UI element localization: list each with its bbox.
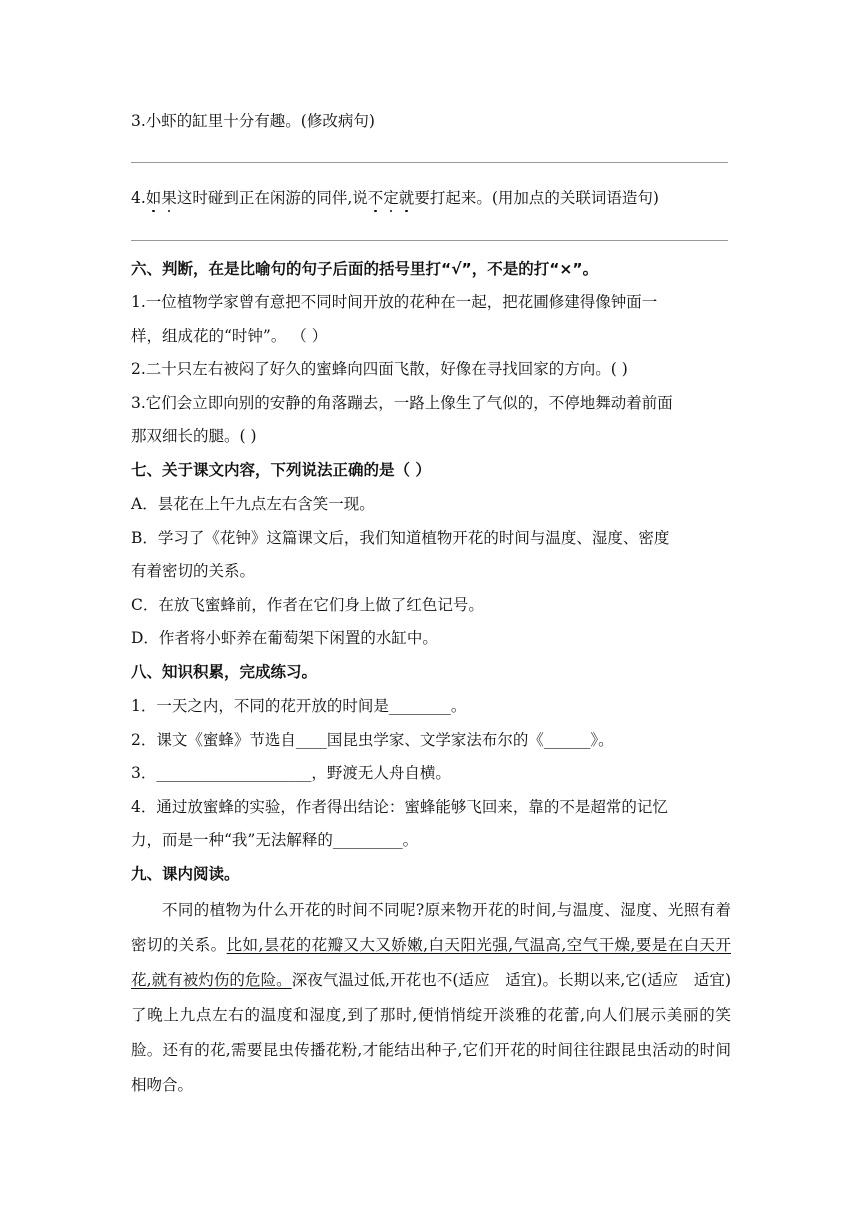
dotted-char-bu: 不	[367, 189, 384, 207]
s6-item-1-line-2: 样，组成花的“时钟”。 （ ）	[131, 327, 328, 345]
s6-item-2: 2.二十只左右被闷了好久的蜜蜂向四面飞散，好像在寻找回家的方向。( )	[131, 360, 628, 378]
section-8-heading: 八、知识积累，完成练习。	[131, 663, 318, 681]
passage-part-2: 深夜气温过低,开花也不(适应 适宜)。长期以来,它(适应 适宜)了晚上九点左右的温度和湿度,到了那时,便悄悄绽开淡雅的花蕾,向人们展示美丽的笑脸。还有的花,需要昆虫传播花粉,才能结出种子,它们开花的时间往往跟昆虫活动的时间相吻合。	[131, 971, 731, 1094]
question-4-number: 4.	[131, 189, 146, 207]
s7-option-c: C．在放飞蜜蜂前，作者在它们身上做了红色记号。	[131, 596, 484, 614]
answer-line-3	[131, 162, 728, 163]
dotted-char-ru: 如	[145, 189, 162, 207]
dotted-char-jiu: 就	[398, 189, 415, 207]
question-4-text-2: 要打起来。(用加点的关联词语造句)	[414, 189, 659, 207]
s8-item-2: 2．课文《蜜蜂》节选自____国昆虫学家、文学家法布尔的《______》。	[131, 731, 614, 749]
section-7-heading: 七、关于课文内容，下列说法正确的是（ ）	[131, 461, 431, 479]
s8-item-1: 1．一天之内，不同的花开放的时间是________。	[131, 697, 467, 715]
s8-item-4-line-2: 力，而是一种“我”无法解释的_________。	[131, 831, 419, 849]
s6-item-3-line-2: 那双细长的腿。( )	[131, 427, 257, 445]
s6-item-1-line-1: 1.一位植物学家曾有意把不同时间开放的花种在一起，把花圃修建得像钟面一	[131, 293, 658, 311]
dotted-char-guo: 果	[161, 189, 177, 207]
passage-part-1: 不同的植物为什么开花的时间不同呢?原来物开花的时间,与温度、湿度、光照有着密切的关系。	[131, 901, 731, 954]
reading-passage	[131, 893, 731, 1103]
dotted-char-ding: 定	[383, 189, 399, 207]
s7-option-a: A．昙花在上午九点左右含笑一现。	[131, 495, 375, 513]
question-4-text-1: 这时碰到正在闲游的同伴,说	[176, 189, 368, 207]
s7-option-b-line-2: 有着密切的关系。	[131, 562, 256, 580]
section-9-heading: 九、课内阅读。	[131, 865, 240, 883]
answer-line-4	[131, 240, 728, 241]
s7-option-b-line-1: B．学习了《花钟》这篇课文后，我们知道植物开花的时间与温度、湿度、密度	[131, 529, 670, 547]
question-3: 3.小虾的缸里十分有趣。(修改病句)	[131, 112, 375, 130]
passage-underlined: 比如,昙花的花瓣又大又娇嫩,白天阳光强,气温高,空气干燥,要是在白天开花,就有被灼伤的危险。	[131, 936, 731, 989]
s8-item-3: 3．____________________，野渡无人舟自横。	[131, 764, 451, 782]
s6-item-3-line-1: 3.它们会立即向别的安静的角落蹦去，一路上像生了气似的，不停地舞动着前面	[131, 394, 673, 412]
question-4	[131, 187, 731, 209]
s7-option-d: D．作者将小虾养在葡萄架下闲置的水缸中。	[131, 629, 438, 647]
section-6-heading: 六、判断，在是比喻句的句子后面的括号里打“√”，不是的打“×”。	[131, 260, 599, 278]
s8-item-4-line-1: 4．通过放蜜蜂的实验，作者得出结论：蜜蜂能够飞回来，靠的不是超常的记忆	[131, 798, 668, 816]
